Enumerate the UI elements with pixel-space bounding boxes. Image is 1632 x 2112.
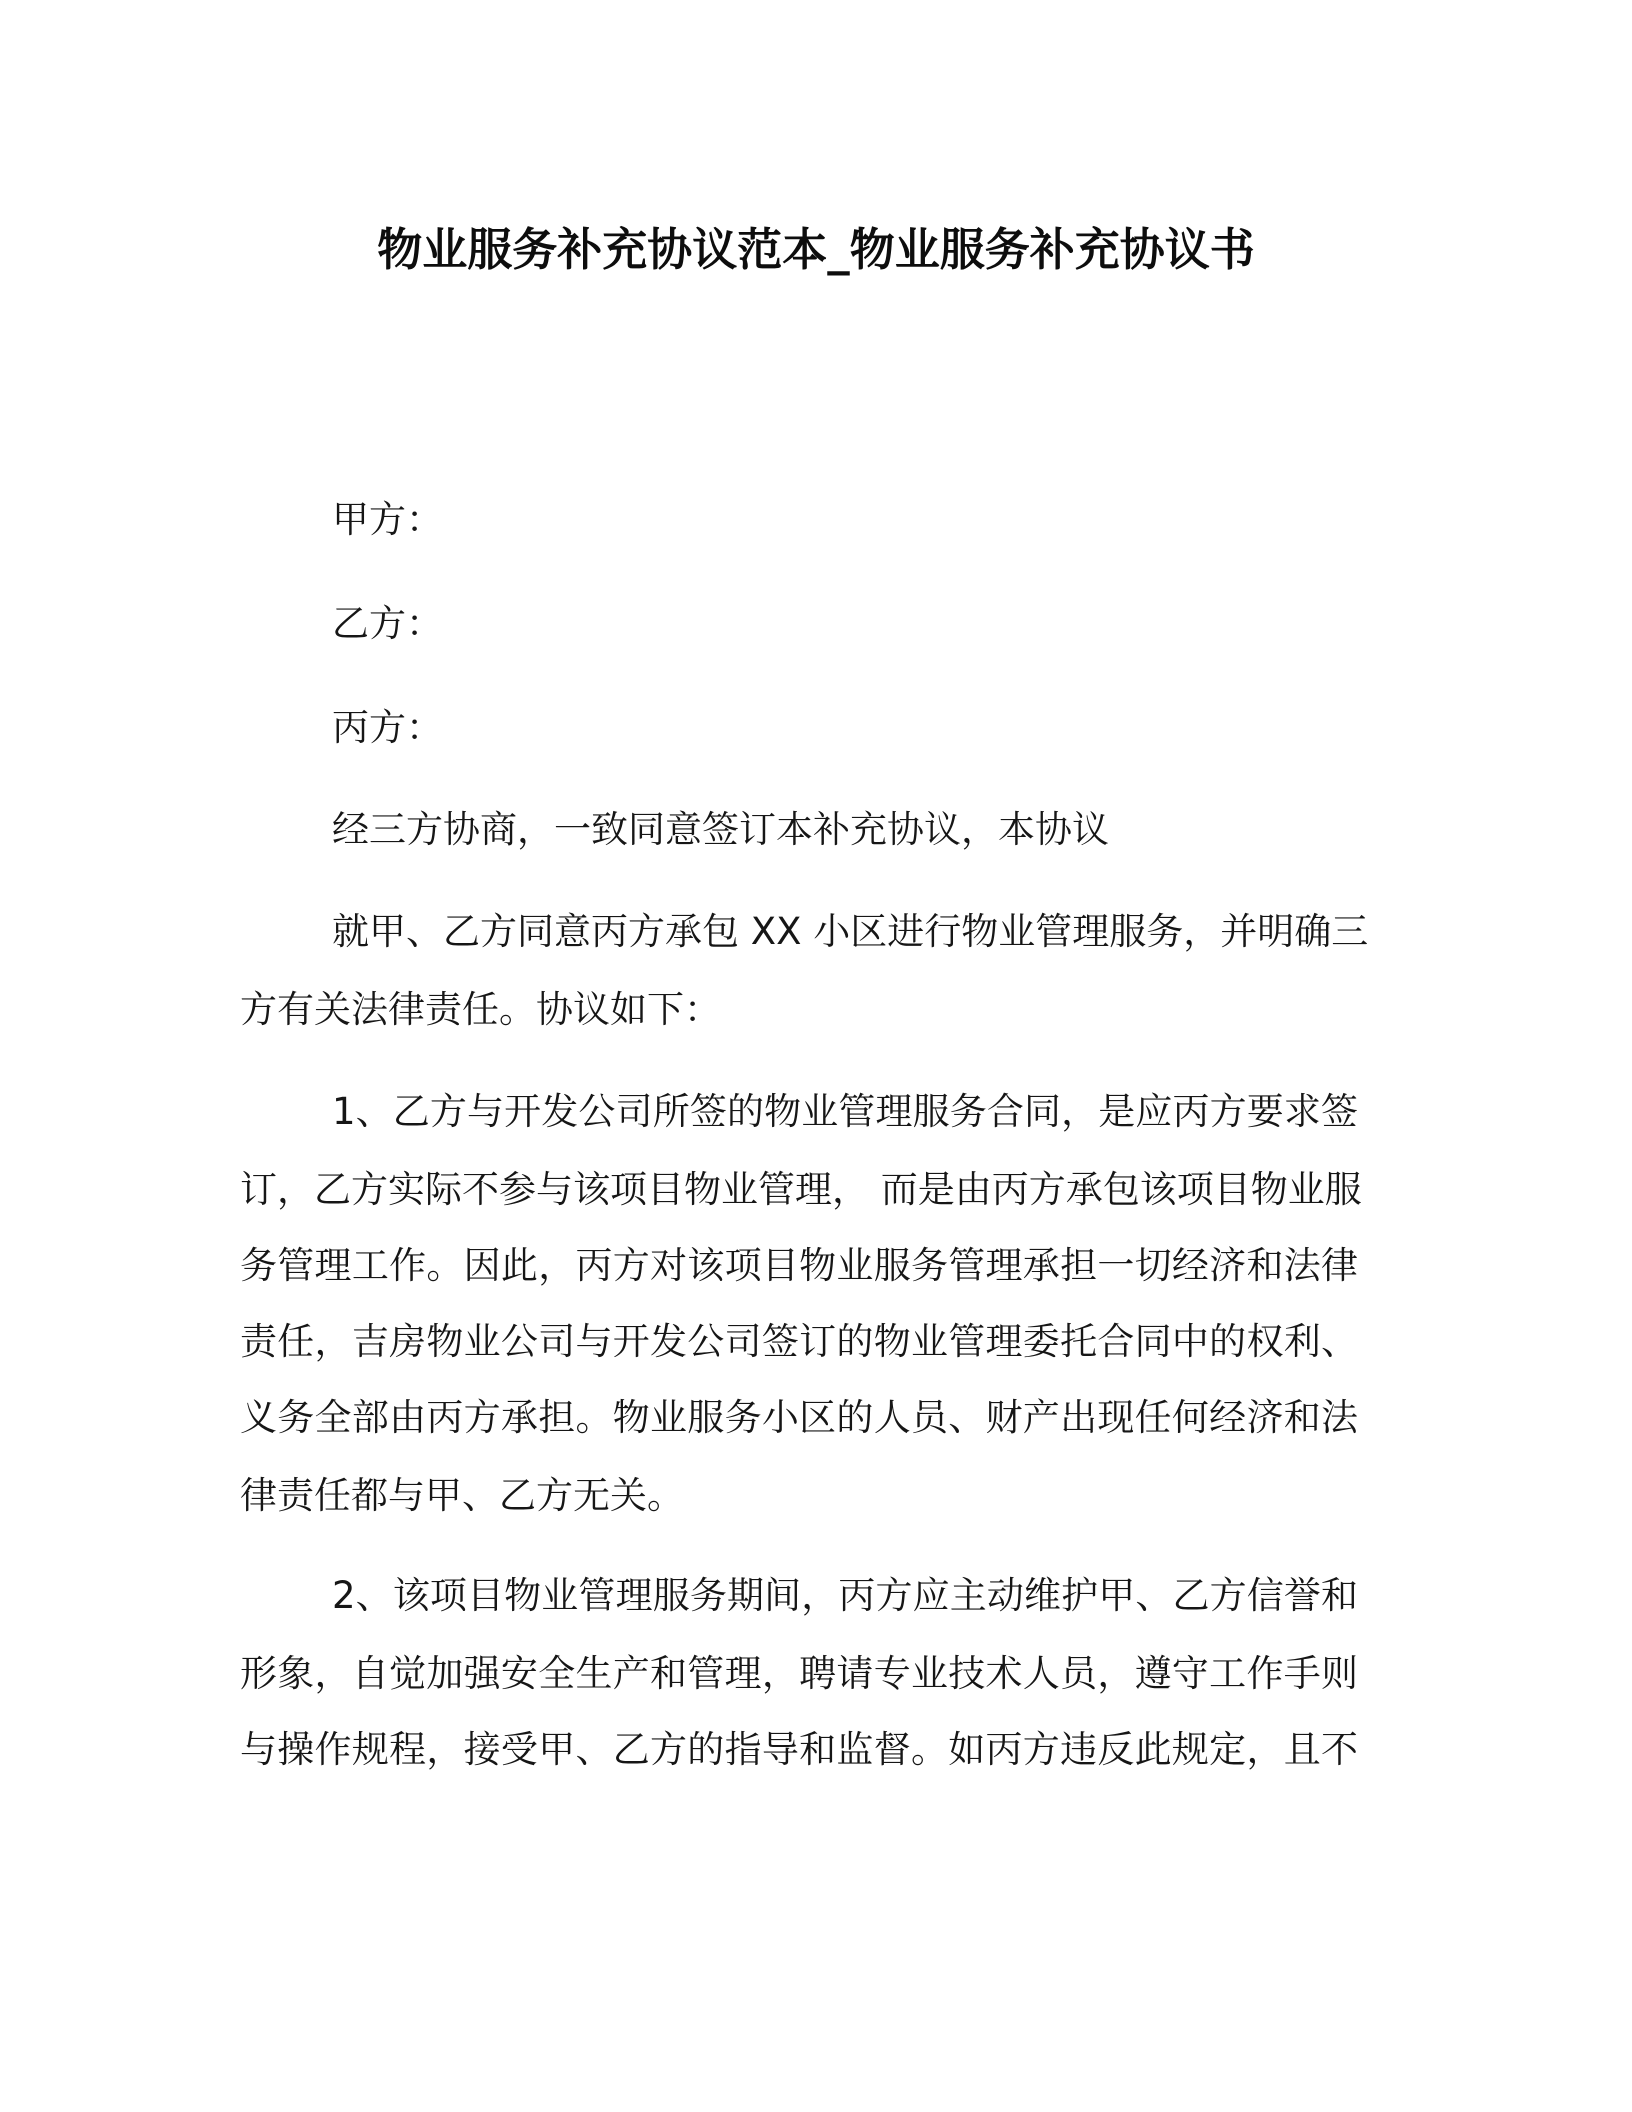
purpose-line-2: 方有关法律责任。协议如下： [240, 988, 721, 1031]
page-title: 物业服务补充协议范本_物业服务补充协议书 [377, 223, 1255, 276]
clause1-line-3: 务管理工作。因此，丙方对该项目物业服务管理承担一切经济和法律 [240, 1244, 1358, 1287]
purpose-line-1: 就甲、乙方同意丙方承包 XX 小区进行物业管理服务，并明确三 [332, 910, 1369, 953]
clause1-line-4: 责任，吉房物业公司与开发公司签订的物业管理委托合同中的权利、 [240, 1320, 1358, 1363]
party-a-label: 甲方： [332, 498, 443, 541]
party-c-label: 丙方： [332, 706, 443, 749]
clause1-line-5: 义务全部由丙方承担。物业服务小区的人员、财产出现任何经济和法 [240, 1396, 1358, 1439]
clause1-line-6: 律责任都与甲、乙方无关。 [240, 1474, 684, 1517]
clause1-line-1: 1、乙方与开发公司所签的物业管理服务合同，是应丙方要求签 [332, 1090, 1358, 1133]
clause1-line-2: 订，乙方实际不参与该项目物业管理， 而是由丙方承包该项目物业服 [240, 1168, 1362, 1211]
clause2-line-3: 与操作规程，接受甲、乙方的指导和监督。如丙方违反此规定，且不 [240, 1728, 1358, 1771]
intro-line: 经三方协商，一致同意签订本补充协议，本协议 [332, 808, 1109, 851]
clause2-line-1: 2、该项目物业管理服务期间，丙方应主动维护甲、乙方信誉和 [332, 1574, 1358, 1617]
party-b-label: 乙方： [332, 602, 443, 645]
clause2-line-2: 形象，自觉加强安全生产和管理，聘请专业技术人员，遵守工作手则 [240, 1652, 1358, 1695]
